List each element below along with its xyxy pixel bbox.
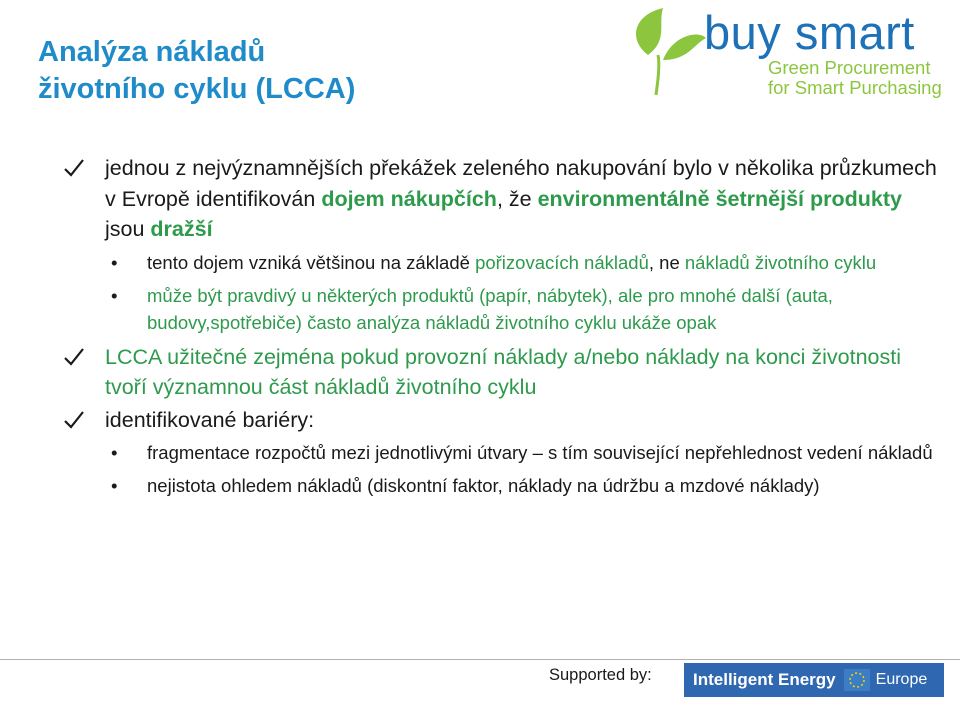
bullet-icon: • bbox=[111, 251, 118, 273]
bullet-icon: • bbox=[111, 442, 118, 463]
intelligent-energy-logo bbox=[684, 663, 944, 697]
page-title bbox=[38, 34, 355, 108]
brand-tagline bbox=[768, 58, 942, 98]
buy-smart-logo bbox=[618, 0, 960, 104]
ie-logo-text: Intelligent Energy bbox=[693, 670, 836, 689]
checkmark-icon bbox=[63, 346, 85, 368]
check-item-text: LCCA užitečné zejména pokud provozní náklady a/nebo náklady na konci životnosti tvoří významnou část nákladů životního cyklu bbox=[105, 344, 901, 399]
title-line-2: životního cyklu (LCCA) bbox=[38, 73, 356, 105]
bullet-icon: • bbox=[111, 284, 118, 306]
footer-divider bbox=[0, 659, 960, 660]
check-item bbox=[63, 153, 943, 245]
checkmark-icon bbox=[63, 157, 85, 179]
sub-bullet-item: • fragmentace rozpočtů mezi jednotlivými útvary – s tím související nepřehlednost vedení nákladů bbox=[105, 439, 943, 466]
check-item bbox=[63, 342, 943, 403]
europe-text: Europe bbox=[875, 671, 928, 688]
supported-by-label: Supported by: bbox=[549, 666, 652, 684]
title-line-1: Analýza nákladů bbox=[38, 36, 266, 68]
brand-name: buy smart bbox=[704, 6, 915, 59]
eu-flag-icon bbox=[844, 669, 870, 691]
leaf-logo-icon bbox=[618, 0, 708, 100]
sub-list bbox=[105, 439, 943, 499]
sub-list bbox=[105, 249, 943, 336]
check-item bbox=[63, 405, 943, 436]
tagline-line-1: Green Procurement bbox=[768, 57, 931, 78]
check-item-text: identifikované bariéry: bbox=[105, 407, 315, 432]
bullet-icon: • bbox=[111, 475, 118, 496]
checkmark-icon bbox=[63, 409, 85, 431]
sub-bullet-item: • nejistota ohledem nákladů (diskontní faktor, náklady na údržbu a mzdové náklady) bbox=[105, 472, 943, 499]
check-item-text: jednou z nejvýznamnějších překážek zeleného nakupování bylo v několika průzkumech v Evropě identifikován dojem nákupčích, že environmentálně šetrnější produkty jsou dražší bbox=[105, 156, 937, 241]
bullet-content bbox=[63, 153, 943, 505]
sub-bullet-item: • tento dojem vzniká většinou na základě pořizovacích nákladů, ne nákladů životního cyklu bbox=[105, 249, 943, 276]
tagline-line-2: for Smart Purchasing bbox=[768, 77, 942, 98]
sub-bullet-item: • může být pravdivý u některých produktů (papír, nábytek), ale pro mnohé další (auta, budovy,spotřebiče) často analýza nákladů životního cyklu ukáže opak bbox=[105, 282, 943, 336]
